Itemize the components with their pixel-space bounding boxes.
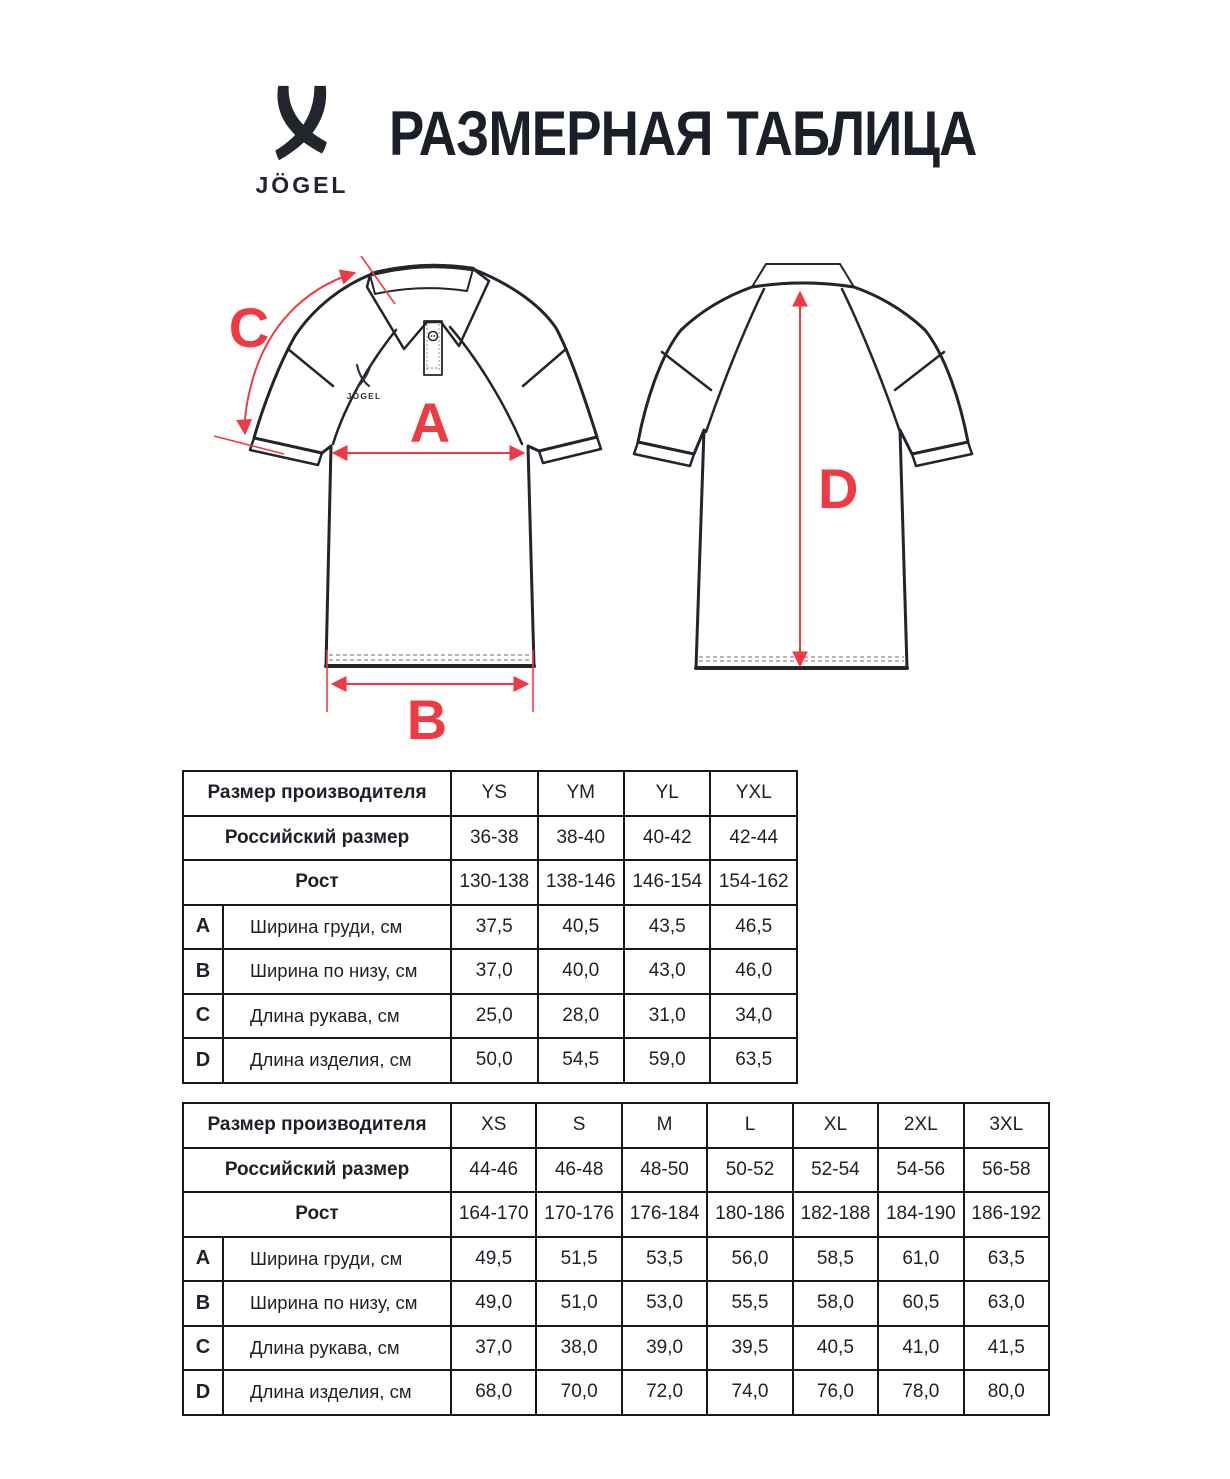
size-code: XL	[793, 1103, 878, 1148]
table-row	[183, 860, 797, 905]
size-value: 40-42	[624, 816, 710, 861]
size-code: M	[622, 1103, 707, 1148]
height-value: 146-154	[624, 860, 710, 905]
back-cuff-left	[634, 442, 694, 466]
size-value: 50-52	[707, 1148, 792, 1193]
height-value: 176-184	[622, 1192, 707, 1237]
front-cuff-left	[250, 438, 322, 465]
size-value: 52-54	[793, 1148, 878, 1193]
measure-value: 34,0	[710, 994, 797, 1039]
measure-value: 41,0	[878, 1326, 963, 1371]
height-value: 170-176	[536, 1192, 621, 1237]
measure-label: Ширина груди, см	[223, 1237, 451, 1282]
height-value: 130-138	[451, 860, 537, 905]
measure-letter: D	[183, 1370, 223, 1415]
table-row	[183, 994, 797, 1039]
measure-value: 43,0	[624, 949, 710, 994]
measure-value: 28,0	[538, 994, 624, 1039]
youth-size-table	[182, 770, 798, 1084]
table-row	[183, 1192, 1049, 1237]
table-row	[183, 905, 797, 950]
size-value: 44-46	[451, 1148, 536, 1193]
table-row	[183, 1237, 1049, 1282]
measure-value: 61,0	[878, 1237, 963, 1282]
measure-value: 54,5	[538, 1038, 624, 1083]
size-code: L	[707, 1103, 792, 1148]
size-code: XS	[451, 1103, 536, 1148]
measure-value: 68,0	[451, 1370, 536, 1415]
height-value: 184-190	[878, 1192, 963, 1237]
measure-value: 80,0	[964, 1370, 1049, 1415]
measure-value: 63,5	[964, 1237, 1049, 1282]
measure-letter: C	[183, 1326, 223, 1371]
measure-label: Длина рукава, см	[223, 1326, 451, 1371]
table-row	[183, 816, 797, 861]
size-value: 38-40	[538, 816, 624, 861]
measure-b-label: B	[406, 688, 448, 751]
page-title: РАЗМЕРНАЯ ТАБЛИЦА	[389, 99, 977, 169]
height-value: 154-162	[710, 860, 797, 905]
measurement-annotations	[214, 256, 858, 751]
chest-logo-text: JÖGEL	[346, 391, 382, 401]
table-row	[183, 1326, 1049, 1371]
height-value: 180-186	[707, 1192, 792, 1237]
measure-letter: A	[183, 905, 223, 950]
measure-value: 50,0	[451, 1038, 537, 1083]
measure-value: 37,0	[451, 1326, 536, 1371]
table-row	[183, 1281, 1049, 1326]
measure-value: 49,0	[451, 1281, 536, 1326]
size-value: 42-44	[710, 816, 797, 861]
measure-letter: B	[183, 1281, 223, 1326]
measure-value: 31,0	[624, 994, 710, 1039]
measure-label: Длина изделия, см	[223, 1038, 451, 1083]
measure-value: 40,5	[793, 1326, 878, 1371]
measure-label: Ширина по низу, см	[223, 1281, 451, 1326]
russian-size-header: Российский размер	[183, 1148, 451, 1193]
size-value: 54-56	[878, 1148, 963, 1193]
measure-label: Ширина по низу, см	[223, 949, 451, 994]
size-value: 48-50	[622, 1148, 707, 1193]
size-value: 46-48	[536, 1148, 621, 1193]
measure-value: 74,0	[707, 1370, 792, 1415]
chest-logo-icon	[347, 365, 382, 401]
measure-value: 72,0	[622, 1370, 707, 1415]
size-code: 2XL	[878, 1103, 963, 1148]
russian-size-header: Российский размер	[183, 816, 451, 861]
measure-letter: B	[183, 949, 223, 994]
measure-value: 53,0	[622, 1281, 707, 1326]
measure-value: 58,0	[793, 1281, 878, 1326]
size-code: S	[536, 1103, 621, 1148]
measure-value: 76,0	[793, 1370, 878, 1415]
measure-value: 46,0	[710, 949, 797, 994]
table-row	[183, 1148, 1049, 1193]
jogel-logo-icon	[271, 84, 333, 164]
measure-value: 56,0	[707, 1237, 792, 1282]
manufacturer-size-header: Размер производителя	[183, 771, 451, 816]
size-value: 36-38	[451, 816, 537, 861]
measure-value: 41,5	[964, 1326, 1049, 1371]
measure-value: 59,0	[624, 1038, 710, 1083]
measure-c-label: C	[228, 296, 270, 359]
measure-label: Длина изделия, см	[223, 1370, 451, 1415]
measure-value: 63,0	[964, 1281, 1049, 1326]
front-cuff-right	[539, 437, 601, 463]
size-code: YL	[624, 771, 710, 816]
measure-label: Длина рукава, см	[223, 994, 451, 1039]
measure-value: 37,5	[451, 905, 537, 950]
measure-value: 51,5	[536, 1237, 621, 1282]
size-code: YS	[451, 771, 537, 816]
size-code: YM	[538, 771, 624, 816]
height-value: 164-170	[451, 1192, 536, 1237]
table-row	[183, 771, 797, 816]
height-value: 182-188	[793, 1192, 878, 1237]
measure-letter: A	[183, 1237, 223, 1282]
brand-logo	[240, 84, 364, 199]
measure-value: 37,0	[451, 949, 537, 994]
size-value: 56-58	[964, 1148, 1049, 1193]
measure-d-label: D	[818, 457, 859, 520]
table-row	[183, 949, 797, 994]
size-code: YXL	[710, 771, 797, 816]
measure-value: 55,5	[707, 1281, 792, 1326]
measure-value: 49,5	[451, 1237, 536, 1282]
table-row	[183, 1038, 797, 1083]
measure-value: 38,0	[536, 1326, 621, 1371]
table-row	[183, 1103, 1049, 1148]
height-header: Рост	[183, 860, 451, 905]
front-button	[429, 332, 438, 341]
brand-wordmark: JÖGEL	[255, 172, 349, 198]
measure-value: 40,5	[538, 905, 624, 950]
height-value: 138-146	[538, 860, 624, 905]
front-raglan-seam-left	[333, 330, 396, 444]
back-view-drawing	[634, 264, 972, 668]
measure-label: Ширина груди, см	[223, 905, 451, 950]
measure-value: 53,5	[622, 1237, 707, 1282]
adult-size-table	[182, 1102, 1050, 1416]
size-code: 3XL	[964, 1103, 1049, 1148]
measure-letter: D	[183, 1038, 223, 1083]
height-value: 186-192	[964, 1192, 1049, 1237]
measure-value: 51,0	[536, 1281, 621, 1326]
manufacturer-size-header: Размер производителя	[183, 1103, 451, 1148]
measure-value: 60,5	[878, 1281, 963, 1326]
back-cuff-right	[912, 442, 972, 466]
garment-diagram	[180, 240, 1060, 760]
front-view-drawing	[250, 266, 601, 666]
measure-value: 46,5	[710, 905, 797, 950]
measure-value: 25,0	[451, 994, 537, 1039]
measure-value: 39,5	[707, 1326, 792, 1371]
height-header: Рост	[183, 1192, 451, 1237]
measure-a-label: A	[409, 391, 451, 454]
measure-value: 43,5	[624, 905, 710, 950]
measure-value: 39,0	[622, 1326, 707, 1371]
measure-value: 78,0	[878, 1370, 963, 1415]
measure-value: 70,0	[536, 1370, 621, 1415]
measure-value: 63,5	[710, 1038, 797, 1083]
measure-value: 58,5	[793, 1237, 878, 1282]
measure-value: 40,0	[538, 949, 624, 994]
measure-letter: C	[183, 994, 223, 1039]
table-row	[183, 1370, 1049, 1415]
